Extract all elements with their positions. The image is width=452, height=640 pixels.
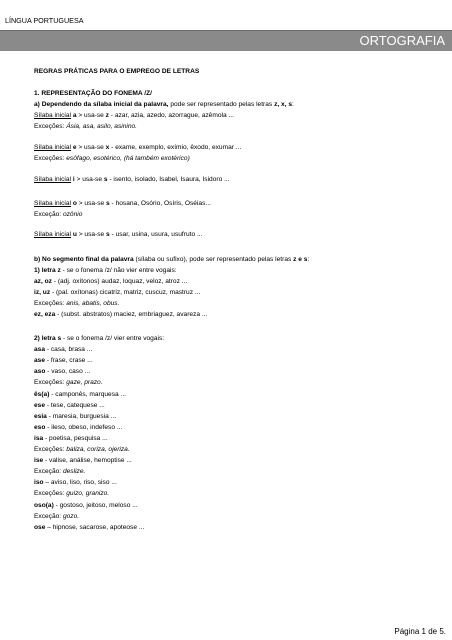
rule-a-e: Sílaba inicial e > usa-se x - exame, exemplo, exímio, êxodo, exumar ... xyxy=(34,143,242,151)
rule-b1-line3: ez, eza - (subst. abstratos) maciez, embriaguez, avareza ... xyxy=(34,311,208,318)
rule-b2-row: ese - tese, catequese ... xyxy=(34,401,105,409)
rule-a-i: Sílaba inicial i > usa-se s - isento, isolado, Isabel, Isaura, Isidoro ... xyxy=(34,175,230,183)
rule-a-e-exceptions: Exceções: esôfago, esotérico, (há também exotérico) xyxy=(34,155,190,163)
rule-a-a-exceptions: Exceções: Ásia, asa, asilo, asinino. xyxy=(34,123,138,131)
rule-b2-row: ose – hipnose, sacarose, apoteose ... xyxy=(34,523,145,531)
rule-b: b) No segmento final da palavra (sílaba ou sufixo), pode ser representado pelas letras z e s: xyxy=(34,255,310,263)
rule-b2-row: esia - maresia, burguesia ... xyxy=(34,412,117,420)
rule-b2-exceptions: Exceções: gaze, prazo. xyxy=(34,379,103,387)
page-title: ORTOGRAFIA xyxy=(359,33,445,48)
rule-b2-exceptions: Exceção: gozo. xyxy=(34,512,80,520)
rule-b1-line2: iz, uz - (pal. oxítonas) cicatriz, matriz, cuscuz, mastruz ... xyxy=(34,288,201,296)
rule-b1: 1) letra z - se o fonema /z/ não vier entre vogais: xyxy=(34,266,177,274)
section-heading: 1. REPRESENTAÇÃO DO FONEMA /Z/ xyxy=(34,90,152,98)
rule-b2-exceptions: Exceções: baliza, coriza, ojeriza. xyxy=(34,446,130,454)
rule-b2-row: asa - casa, brasa ... xyxy=(34,346,93,354)
rule-b1-line1: az, oz - (adj. oxítonos) audaz, loquaz, veloz, atroz ... xyxy=(34,277,188,285)
rule-b2-row: isa - poetisa, pesquisa ... xyxy=(34,434,108,442)
rule-b2-row: aso - vaso, caso ... xyxy=(34,368,91,376)
title-bar xyxy=(0,30,452,51)
rule-a-o: Sílaba inicial o > usa-se s - hosana, Osório, Osíris, Oséias... xyxy=(34,199,211,207)
subject-label: LÍNGUA PORTUGUESA xyxy=(5,16,84,25)
rule-b1-exceptions: Exceções: anis, abatis, obus. xyxy=(34,299,120,307)
main-heading: REGRAS PRÁTICAS PARA O EMPREGO DE LETRAS xyxy=(34,68,200,75)
rule-b2-row: ise - valise, análise, hemoptise ... xyxy=(34,457,132,465)
rule-b2-row: iso – aviso, liso, riso, siso ... xyxy=(34,479,117,487)
rule-b2-list xyxy=(34,343,434,532)
rule-a-a: Sílaba inicial a > usa-se z - azar, azia, azedo, azorrague, azêmola ... xyxy=(34,112,234,120)
rule-b2-row: eso - ileso, obeso, indefeso ... xyxy=(34,423,123,431)
rule-a-o-exceptions: Exceção: ozônio xyxy=(34,210,83,218)
rule-a: a) Dependendo da sílaba inicial da palavra, pode ser representado pelas letras z, x, s: xyxy=(34,101,294,109)
rule-a-u: Sílaba inicial u > usa-se s - usar, usina, usura, usufruto ... xyxy=(34,231,203,239)
rule-b2-row: oso(a) - gostoso, jeitoso, meloso ... xyxy=(34,501,138,509)
rule-b2-exceptions: Exceções: guizo, granizo. xyxy=(34,490,110,498)
rule-b2-exceptions: Exceção: deslize. xyxy=(34,468,86,476)
rule-b2: 2) letra s - se o fonema /z/ vier entre vogais: xyxy=(34,335,165,343)
document-body xyxy=(34,68,434,532)
page-number: Página 1 de 5. xyxy=(394,627,446,636)
rule-b2-row: ês(a) - camponês, marquesa ... xyxy=(34,390,127,398)
rule-b2-row: ase - frase, crase ... xyxy=(34,357,93,365)
